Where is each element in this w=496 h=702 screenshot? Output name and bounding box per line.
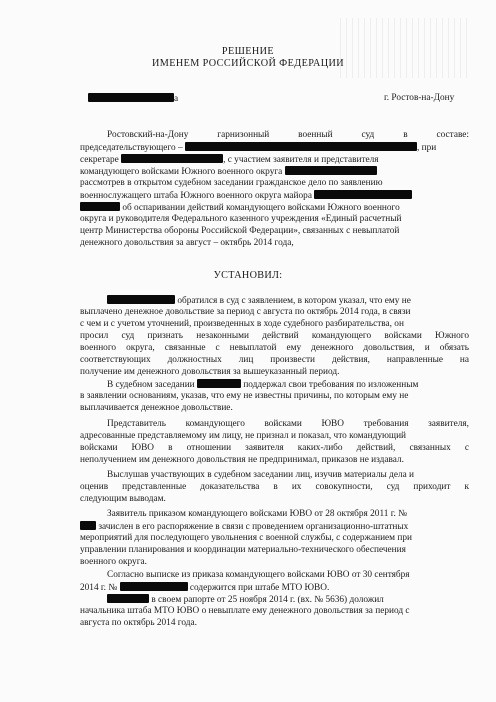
intro-text: военнослужащего штаба Южного военного округа майора	[80, 191, 312, 201]
section-heading-ustanovil: УСТАНОВИЛ:	[213, 270, 283, 281]
intro-line-4	[80, 166, 377, 179]
document-title: РЕШЕНИЕ	[221, 46, 275, 57]
p7-line-3: августа по октябрь 2014 года.	[80, 618, 197, 628]
redaction-applicant	[107, 295, 175, 304]
intro-text: , с участием заявителя и представителя	[223, 155, 379, 165]
p1-line-3: с чем и с учетом уточнений, произведенных в ходе судебного разбирательства, он	[80, 319, 404, 329]
p5-line-3: мероприятий для последующего увольнения с военной службы, с содержанием при	[80, 533, 412, 543]
redaction-applicant	[107, 594, 149, 603]
p3-line-3: войсками ЮВО в отношении заявителя каких-либо действий, связанных с	[80, 443, 469, 453]
intro-text: об оспаривании действий командующего войсками Южного военного	[122, 203, 400, 213]
p1-line-7: получение им денежного довольствия за вышеуказанный период.	[80, 367, 340, 377]
redaction-judge	[185, 142, 417, 151]
intro-line-9: центр Министерства обороны Российской Федерации», связанных с невыплатой	[80, 226, 400, 236]
body-text: содержится при штабе МТО ЮВО.	[189, 583, 330, 593]
redaction-representative	[285, 166, 377, 175]
redaction-secretary	[121, 154, 223, 163]
redaction-applicant	[314, 190, 412, 199]
redaction-order-number	[80, 521, 96, 530]
body-text: обратился в суд с заявлением, в котором указал, что ему не	[177, 296, 411, 306]
redaction-applicant	[197, 379, 241, 388]
p2-line-2: в заявлении основаниям, указав, что ему не известны причины, по которым ему не	[80, 391, 409, 401]
redaction-order-number	[120, 582, 188, 591]
p5-line-5: военного округа.	[80, 557, 147, 567]
p2-line-3: выплачивается денежное довольствие.	[80, 403, 233, 413]
intro-line-8: округа и руководителя Федерального казенного учреждения «Единый расчетный	[80, 214, 402, 224]
redaction-date	[88, 93, 174, 102]
p3-line-4: неполучением им денежного довольствия не предпринимал, приказов не издавал.	[80, 455, 404, 465]
intro-line-5: рассмотрев в открытом судебном заседании гражданское дело по заявлению	[80, 178, 383, 188]
place: г. Ростов-на-Дону	[384, 93, 455, 103]
p4-line-1: Выслушав участвующих в судебном заседании лиц, изучив материалы дела и	[107, 470, 415, 480]
intro-line-10: денежного довольствия за август – октябрь 2014 года,	[80, 238, 294, 248]
p1-line-1	[107, 295, 411, 308]
p5-line-2	[80, 521, 408, 534]
intro-text: командующего войсками Южного военного округа	[80, 167, 283, 177]
p3-line-2: адресованные представляемому им лицу, не признал и показал, что командующий	[80, 431, 407, 441]
document-subtitle: ИМЕНЕМ РОССИЙСКОЙ ФЕДЕРАЦИИ	[151, 58, 345, 69]
p5-line-4: управлении планирования и координации материально-технического обеспечения	[80, 545, 406, 555]
p3-line-1: Представитель командующего войсками ЮВО требования заявителя,	[107, 419, 469, 429]
intro-line-1: Ростовский-на-Дону гарнизонный военный суд в составе:	[107, 130, 469, 140]
intro-line-6	[80, 190, 412, 203]
p7-line-2: начальника штаба МТО ЮВО о невыплате ему денежного довольствия за период с	[80, 606, 410, 616]
p4-line-2: оценив представленные доказательства в их совокупности, суд приходит к	[80, 482, 469, 492]
p2-line-1	[107, 379, 418, 392]
p1-line-4: просил суд признать незаконными действий командующего войсками Южного	[80, 331, 469, 341]
redaction-applicant-name	[80, 202, 120, 211]
intro-text: секретаре	[80, 155, 119, 165]
p6-line-2	[80, 582, 329, 595]
intro-line-3	[80, 154, 379, 167]
p5-line-1: Заявитель приказом командующего войсками ЮВО от 28 октября 2011 г. №	[107, 509, 408, 519]
intro-text: председательствующего –	[80, 143, 183, 153]
intro-line-2	[80, 142, 469, 155]
body-text: поддержал свои требования по изложенным	[243, 380, 419, 390]
p1-line-5: военного округа, связанные с невыплатой ему денежного довольствия, и обязать	[80, 343, 469, 353]
body-text: зачислен в его распоряжение в связи с проведением организационно-штатных	[98, 522, 409, 532]
intro-text: , при	[416, 143, 437, 153]
body-text: в своем рапорте от 25 ноября 2014 г. (вх. № 5636) доложил	[151, 595, 384, 605]
intro-line-7	[80, 202, 400, 215]
p1-line-2: выплачено денежное довольствие за период с августа по октябрь 2014 года, в связи	[80, 307, 411, 317]
body-text: В судебном заседании	[107, 380, 195, 390]
date-suffix: а	[174, 94, 179, 104]
p4-line-3: следующим выводам.	[80, 494, 166, 504]
date-line	[88, 93, 178, 106]
p1-line-6: соответствующих должностных лиц произвести действия, направленные на	[80, 355, 469, 365]
p6-line-1: Согласно выписке из приказа командующего войсками ЮВО от 30 сентября	[107, 570, 410, 580]
p7-line-1	[107, 594, 384, 607]
body-text: 2014 г. №	[80, 583, 118, 593]
